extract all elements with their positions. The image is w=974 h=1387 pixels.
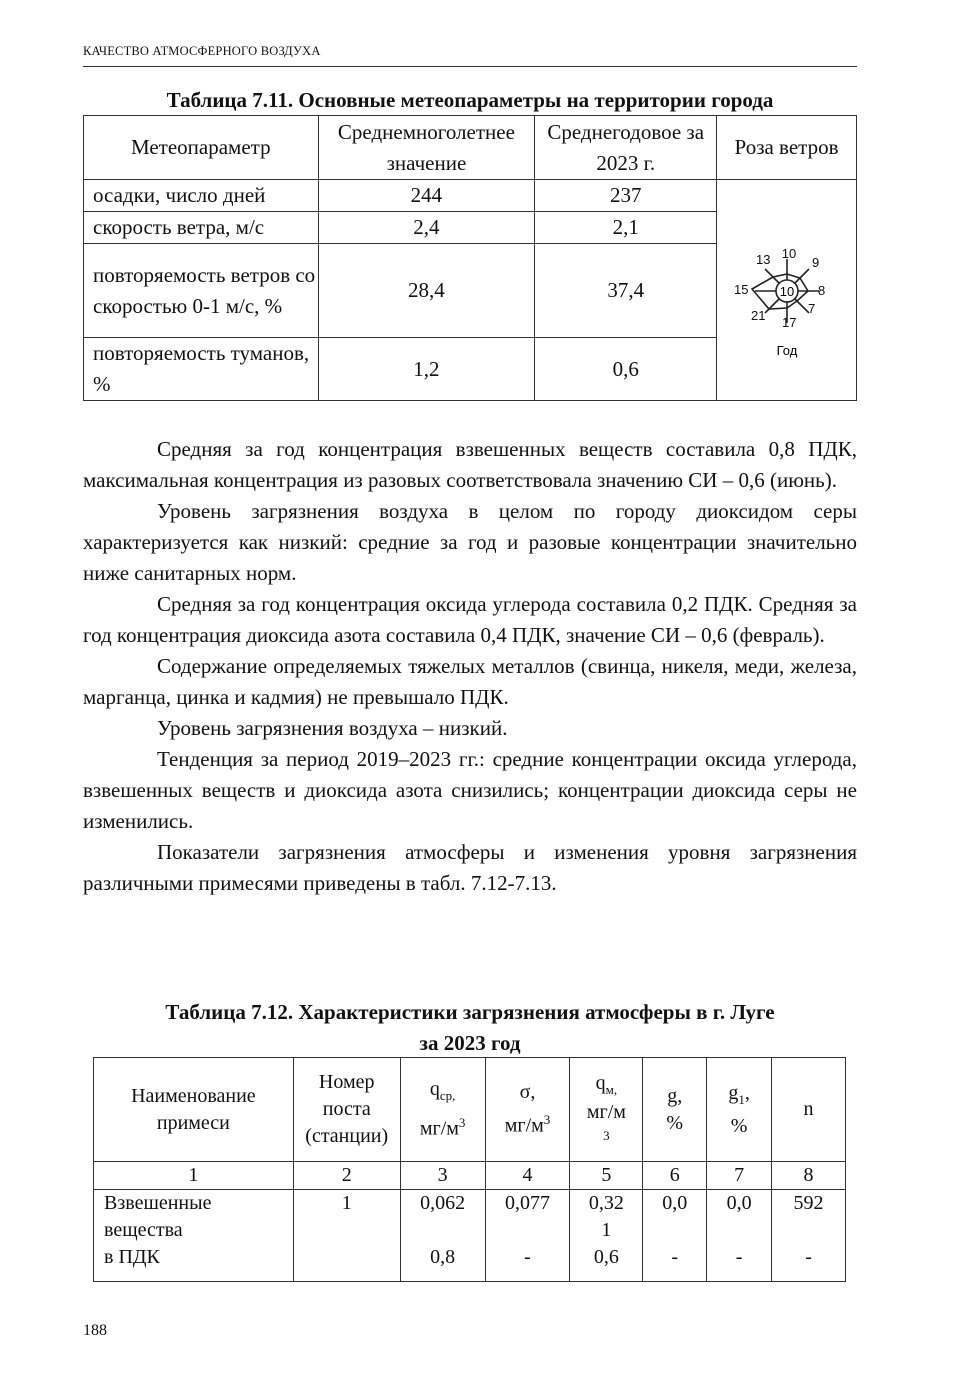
table-7-12-caption-line-1: Таблица 7.12. Характеристики загрязнения атмосферы в г. Луге <box>165 1000 775 1024</box>
table-cell: 2,1 <box>535 212 717 244</box>
table-cell-qm <box>570 1190 643 1282</box>
wind-rose-label-s: 17 <box>781 314 796 330</box>
cell-value: 0,0 <box>662 1192 688 1214</box>
sigma-unit: мг/м <box>504 1114 544 1137</box>
table-row <box>94 1190 846 1282</box>
wind-rose-label-n: 10 <box>781 245 796 261</box>
paragraph: Уровень загрязнения воздуха в целом по городу диоксидом серы характеризуется как низкий: средние за год и разовые концентрации значительно ниже санитарных норм. <box>83 499 857 585</box>
cell-value: 1 <box>601 1219 612 1241</box>
table-cell: 28,4 <box>318 244 535 338</box>
running-header: КАЧЕСТВО АТМОСФЕРНОГО ВОЗДУХА <box>83 44 857 67</box>
qcp-unit: мг/м <box>419 1117 459 1140</box>
page-number: 188 <box>83 1322 107 1339</box>
g-unit: % <box>666 1111 684 1134</box>
table-cell-qcp <box>400 1190 485 1282</box>
qm-unit: мг/м <box>586 1101 626 1123</box>
column-number: 1 <box>94 1162 294 1190</box>
column-number: 3 <box>400 1162 485 1190</box>
table-cell: 237 <box>535 180 717 212</box>
column-number: 8 <box>772 1162 846 1190</box>
wind-rose-diagram <box>727 203 847 378</box>
wind-rose-cell <box>717 180 857 401</box>
wind-rose-calm-value: 10 <box>779 283 794 299</box>
qm-symbol: q <box>595 1072 606 1094</box>
table-cell: повторяемость ветров со скоростью 0-1 м/с, % <box>84 244 319 338</box>
paragraph: Уровень загрязнения воздуха – низкий. <box>157 716 508 740</box>
column-header-wind-rose: Роза ветров <box>717 116 857 180</box>
wind-rose-label-w: 15 <box>733 281 748 297</box>
cell-value: 592 <box>793 1192 824 1214</box>
table-cell: осадки, число дней <box>84 180 319 212</box>
sigma-unit-sup: 3 <box>543 1112 551 1128</box>
table-cell-substance <box>94 1190 294 1282</box>
column-header-meteoparameter: Метеопараметр <box>84 116 319 180</box>
qm-subscript: м, <box>605 1082 618 1097</box>
table-cell: 2,4 <box>318 212 535 244</box>
table-cell-n <box>772 1190 846 1282</box>
paragraph: Показатели загрязнения атмосферы и изменения уровня загрязнения различными примесями приведены в табл. 7.12-7.13. <box>83 840 857 895</box>
column-number: 4 <box>485 1162 570 1190</box>
table-cell: повторяемость туманов, % <box>84 338 319 401</box>
g-symbol: g, <box>667 1084 683 1107</box>
column-number: 2 <box>293 1162 400 1190</box>
cell-value: 0,32 <box>588 1192 624 1214</box>
column-header-n: n <box>772 1058 846 1162</box>
table-7-11-caption: Таблица 7.11. Основные метеопараметры на территории города <box>166 88 774 112</box>
g1-symbol: g <box>728 1081 739 1104</box>
cell-value: 0,8 <box>430 1246 456 1268</box>
column-header-sigma <box>485 1058 570 1162</box>
wind-rose-label-sw: 21 <box>750 307 765 323</box>
qcp-symbol: q <box>429 1078 440 1101</box>
table-7-11 <box>83 115 857 401</box>
cell-value: 0,077 <box>505 1192 550 1214</box>
cell-value: 0,0 <box>726 1192 752 1214</box>
column-header-annual: Среднегодовое за 2023 г. <box>535 116 717 180</box>
paragraph: Средняя за год концентрация оксида углерода составила 0,2 ПДК. Средняя за год концентрация диоксида азота составила 0,4 ПДК, значение СИ – 0,6 (февраль). <box>83 592 857 647</box>
cell-value: - <box>671 1246 679 1268</box>
wind-rose-caption: Год <box>776 342 797 358</box>
qcp-unit-sup: 3 <box>458 1115 466 1131</box>
column-number: 5 <box>570 1162 643 1190</box>
column-header-g1 <box>707 1058 772 1162</box>
paragraph: Содержание определяемых тяжелых металлов (свинца, никеля, меди, железа, марганца, цинка и кадмия) не превышало ПДК. <box>83 654 857 709</box>
column-header-g <box>643 1058 707 1162</box>
sigma-symbol: σ, <box>519 1081 536 1104</box>
wind-rose-label-se: 7 <box>807 300 815 316</box>
table-row <box>84 180 857 212</box>
column-header-longterm: Среднемноголетнее значение <box>318 116 535 180</box>
g1-subscript: 1 <box>738 1091 745 1107</box>
g1-unit: % <box>730 1114 748 1137</box>
wind-rose-label-ne: 9 <box>811 254 819 270</box>
wind-rose-label-e: 8 <box>817 282 825 298</box>
paragraph: Средняя за год концентрация взвешенных веществ составила 0,8 ПДК, максимальная концентрация из разовых соответствовала значению СИ – 0,6 (июнь). <box>83 437 857 492</box>
table-7-12 <box>93 1057 846 1282</box>
column-number: 7 <box>707 1162 772 1190</box>
table-cell: 244 <box>318 180 535 212</box>
qm-unit-sup: 3 <box>603 1128 610 1143</box>
column-header-qcp <box>400 1058 485 1162</box>
qcp-subscript: ср, <box>439 1088 456 1104</box>
substance-line: вещества <box>104 1219 183 1241</box>
cell-value: - <box>805 1246 812 1268</box>
table-7-12-caption-line-2: за 2023 год <box>419 1031 521 1055</box>
column-header-qm <box>570 1058 643 1162</box>
substance-line: Взвешенные <box>104 1192 212 1214</box>
cell-value: 0,6 <box>593 1246 619 1268</box>
substance-line: в ПДК <box>104 1246 160 1268</box>
cell-value: - <box>735 1246 743 1268</box>
column-number: 6 <box>643 1162 707 1190</box>
cell-value: - <box>524 1246 531 1268</box>
g1-comma: , <box>744 1081 750 1104</box>
table-cell-g1 <box>707 1190 772 1282</box>
body-text <box>83 434 857 899</box>
table-row-column-numbers <box>94 1162 846 1190</box>
table-cell-g <box>643 1190 707 1282</box>
table-cell-sigma <box>485 1190 570 1282</box>
table-cell: 0,6 <box>535 338 717 401</box>
table-cell: скорость ветра, м/с <box>84 212 319 244</box>
table-cell: 1,2 <box>318 338 535 401</box>
column-header-substance: Наименование примеси <box>94 1058 294 1162</box>
table-cell-post: 1 <box>293 1190 400 1282</box>
wind-rose-label-nw: 13 <box>755 251 770 267</box>
table-cell: 37,4 <box>535 244 717 338</box>
cell-value: 0,062 <box>420 1192 466 1214</box>
column-header-post: Номер поста (станции) <box>293 1058 400 1162</box>
paragraph: Тенденция за период 2019–2023 гг.: средние концентрации оксида углерода, взвешенных веществ и диоксида азота снизились; концентрации диоксида серы не изменились. <box>83 747 857 833</box>
